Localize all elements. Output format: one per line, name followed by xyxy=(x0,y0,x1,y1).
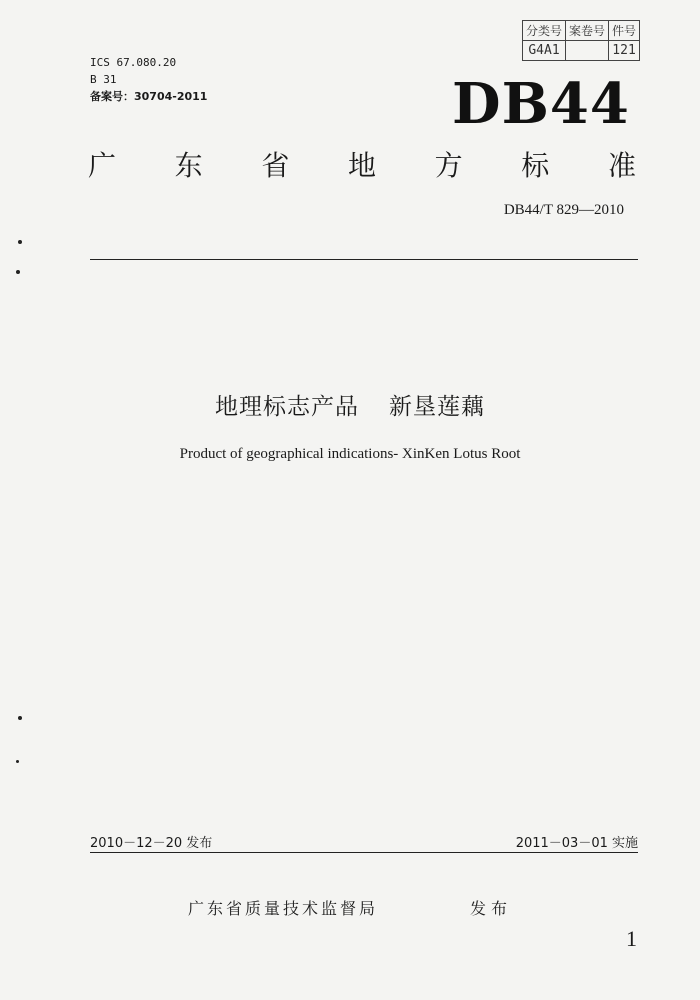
title-char: 方 xyxy=(434,149,463,182)
document-title-english: Product of geographical indications- XinKen Lotus Root xyxy=(179,446,521,462)
document-title-chinese xyxy=(0,388,700,421)
issuing-authority: 广东省质量技术监督局 xyxy=(188,899,379,918)
issue-date: 2010－12－20 发布 xyxy=(90,836,213,851)
scan-mark xyxy=(18,716,22,720)
ics-code: ICS 67.080.20 xyxy=(90,56,177,69)
issued-label: 发布 xyxy=(470,899,513,918)
title-char: 广 xyxy=(88,149,117,182)
title-char: 准 xyxy=(607,149,636,182)
title-char: 东 xyxy=(174,149,203,182)
standard-number: DB44/T 829—2010 xyxy=(503,202,624,218)
top-divider xyxy=(90,259,638,260)
stamp-header-item: 件号 xyxy=(609,21,640,41)
stamp-value-category: G4A1 xyxy=(523,41,566,61)
archive-stamp-table xyxy=(522,20,640,61)
stamp-value-file xyxy=(566,41,609,61)
page-number: 1 xyxy=(626,926,637,951)
record-number: 备案号：30704-2011 xyxy=(90,90,208,103)
db44-logo: DB44 xyxy=(452,71,630,137)
classification-block xyxy=(90,54,207,105)
stamp-header-file: 案卷号 xyxy=(566,21,609,41)
title-char: 标 xyxy=(521,149,550,182)
stamp-header-category: 分类号 xyxy=(523,21,566,41)
bottom-divider xyxy=(90,852,638,853)
ccs-code: B 31 xyxy=(90,73,117,86)
title-cn-part1: 地理标志产品 xyxy=(215,394,359,420)
title-char: 省 xyxy=(261,149,290,182)
implementation-date: 2011－03－01 实施 xyxy=(515,836,638,851)
stamp-value-item: 121 xyxy=(609,41,640,61)
scan-mark xyxy=(16,270,20,274)
standard-type-title xyxy=(88,150,636,182)
scan-mark xyxy=(18,240,22,244)
scan-mark xyxy=(16,760,19,763)
title-cn-part2: 新垦莲藕 xyxy=(389,394,485,420)
title-char: 地 xyxy=(347,149,376,182)
